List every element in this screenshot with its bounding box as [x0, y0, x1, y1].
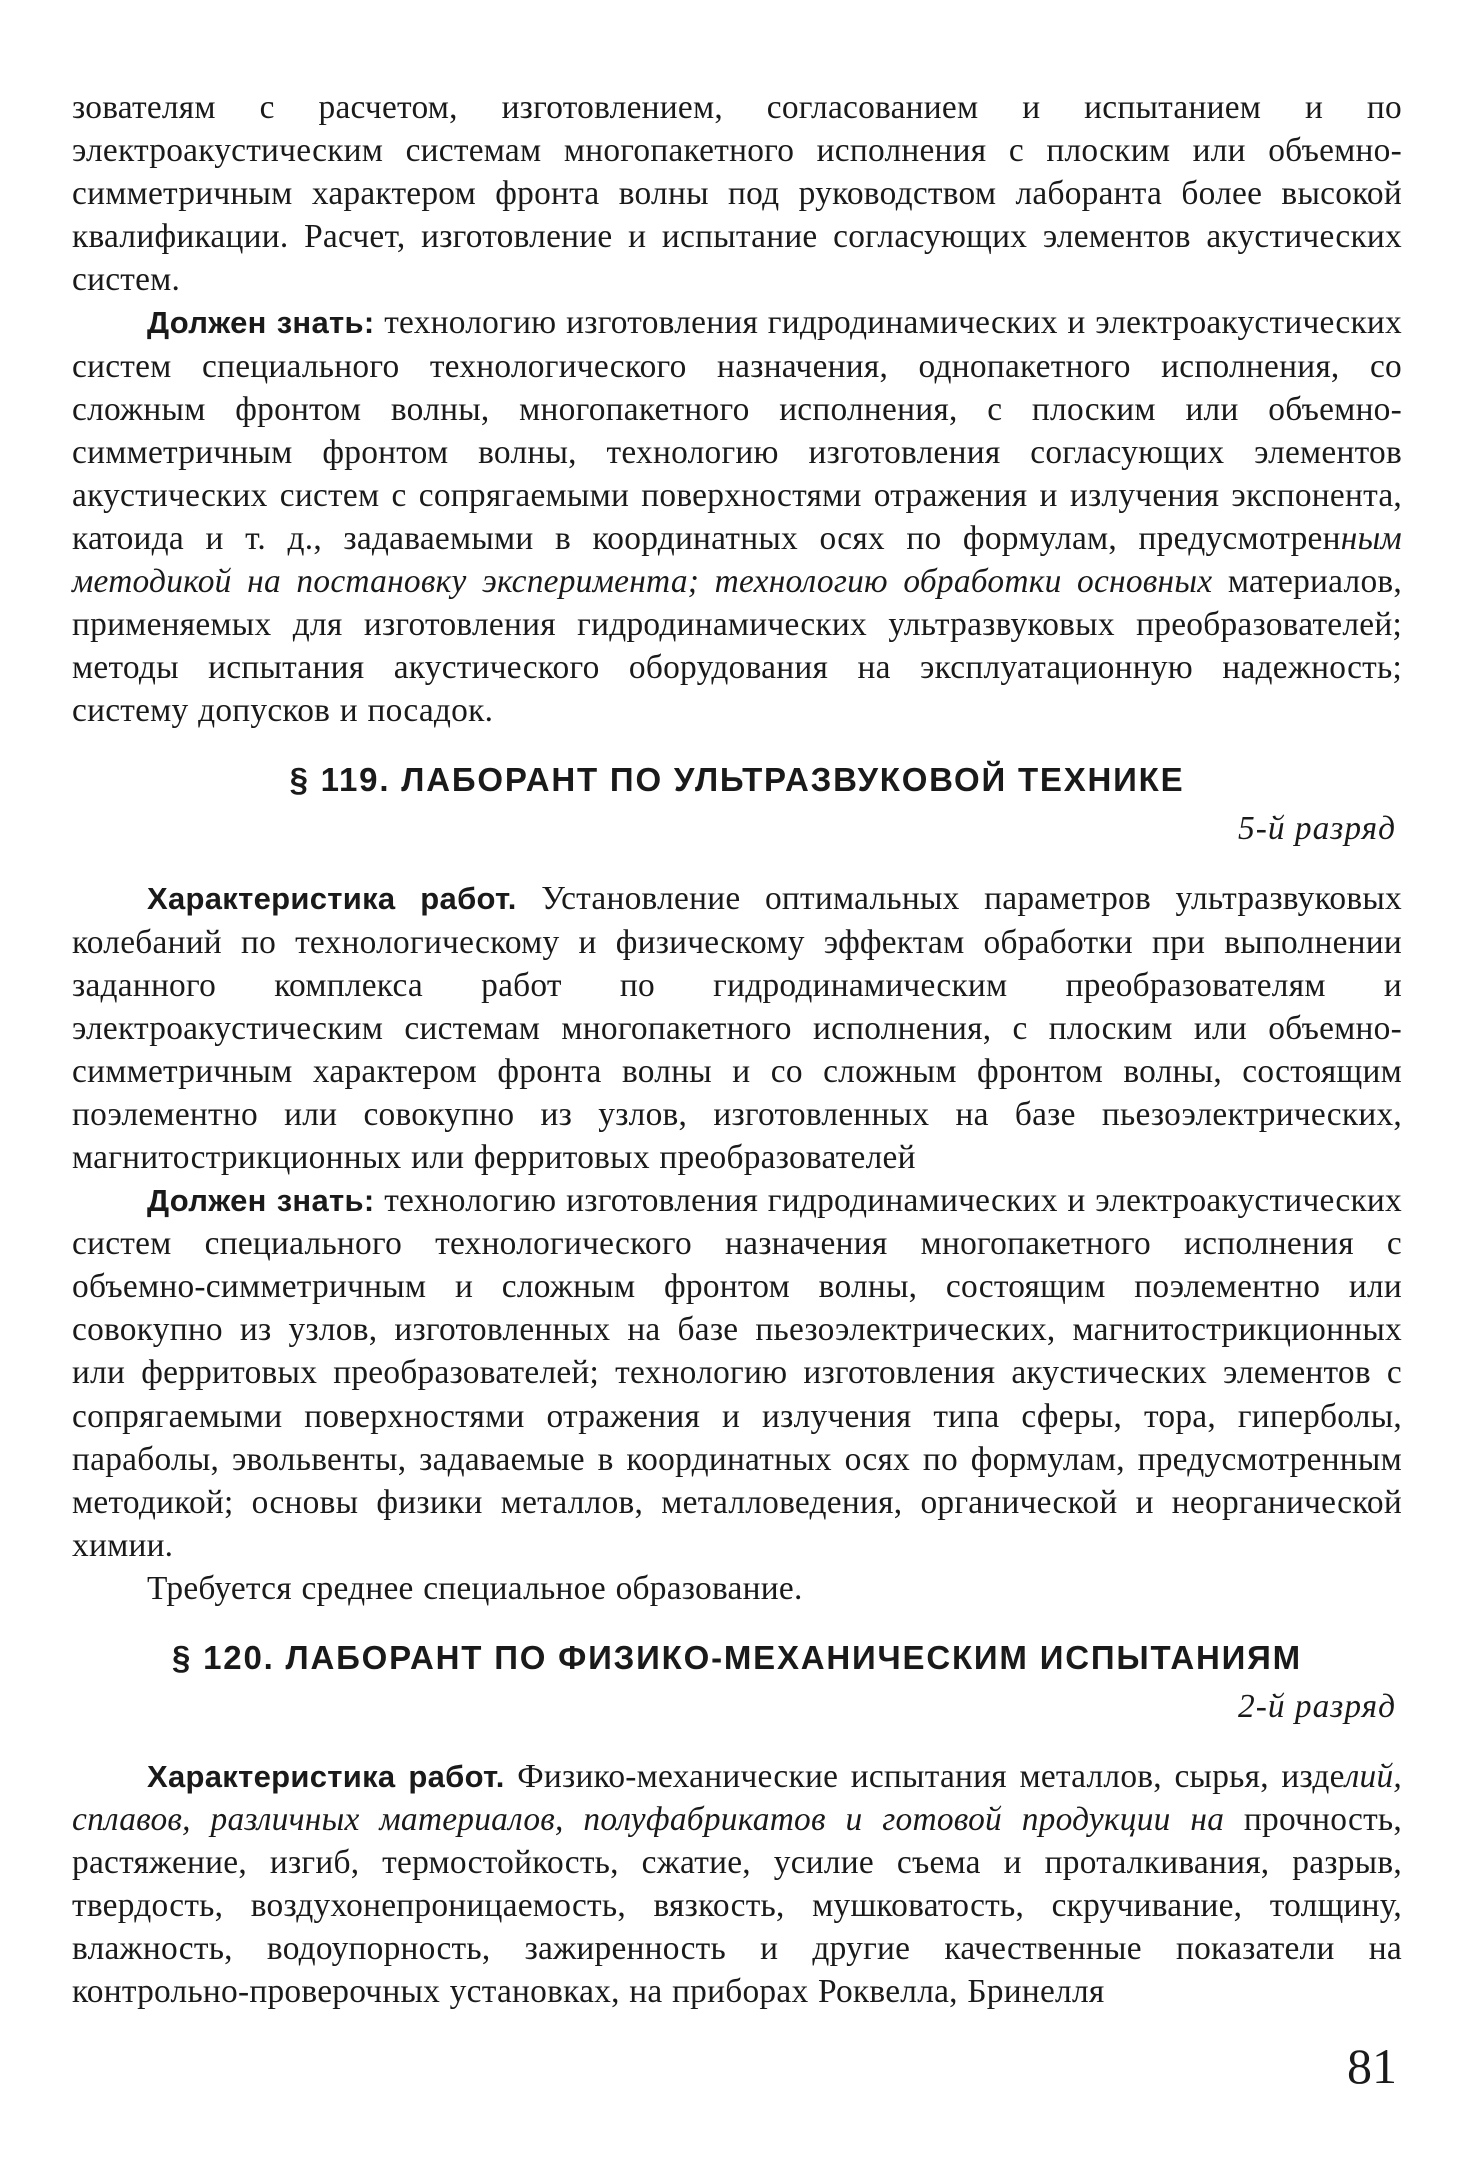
section-119-title: § 119. ЛАБОРАНТ ПО УЛЬТРАЗВУКОВОЙ ТЕХНИКЕ [289, 761, 1185, 799]
page-number: 81 [1347, 2038, 1397, 2094]
must-know-text: технологию изготовления гидродинамических и электроакустических систем специального технологического назначения, однопакетного исполнения, со сложным фронтом волны, многопакетного исполнения, с плоским или объемно-симметричным фронтом волны, технологию изготовления согласующих элементов акустических систем с сопрягаемыми поверхностями отражения и излучения экспонента, катоида и т. д., задаваемыми в координатных осях по формулам, предусмотрен [72, 304, 1402, 557]
characteristic-lead: Характеристика работ. [147, 1759, 505, 1794]
must-know-text-end: материалов, применяемых для изготовления гидродинамических ультразвуковых преобразователей; методы испытания акустического оборудования на эксплуатационную надежность; систему допусков и посадок. [72, 563, 1403, 730]
section-120-characteristic-paragraph [72, 1755, 1402, 2014]
characteristic-lead: Характеристика работ. [147, 881, 517, 917]
must-know-text-italic: ным методикой на постановку эксперимента; технологию обработки основных [72, 519, 1402, 601]
characteristic-text-italic: лий, сплавов, различных материалов, полуфабрикатов и готовой продукции на [72, 1758, 1402, 1839]
must-know-lead: Должен знать: [147, 1183, 375, 1219]
section-119-must-know-paragraph [72, 1179, 1402, 1567]
continuation-must-know-paragraph [72, 301, 1402, 732]
continuation-text: зователям с расчетом, изготовлением, согласованием и испытанием и по электроакустическим системам многопакетного исполнения с плоским или объемно-симметричным характером фронта волны под руководством лаборанта более высокой квалификации. Расчет, изготовление и испытание согласующих элементов акустических систем. [72, 89, 1402, 299]
continuation-paragraph [72, 86, 1402, 301]
section-120-rank: 2-й разряд [1238, 1688, 1396, 1725]
section-119-rank: 5-й разряд [1238, 810, 1396, 848]
section-119-education-paragraph [72, 1567, 1402, 1610]
characteristic-text: Физико-механические испытания металлов, сырья, изде [504, 1758, 1345, 1795]
document-page [72, 86, 1402, 2014]
characteristic-text: Установление оптимальных параметров ультразвуковых колебаний по технологическому и физическому эффектам обработки при выполнении заданного комплекса работ по гидродинамическим преобразователям и электроакустическим системам многопакетного исполнения, с плоским или объемно-симметричным характером фронта волны и со сложным фронтом волны, состоящим поэлементно или совокупно из узлов, изготовленных на базе пьезоэлектрических, магнитострикционных или ферритовых преобразователей [72, 880, 1402, 1176]
must-know-text: технологию изготовления гидродинамических и электроакустических систем специального технологического назначения многопакетного исполнения с объемно-симметричным и сложным фронтом волны, состоящим поэлементно или совокупно из узлов, изготовленных на базе пьезоэлектрических, магнитострикционных или ферритовых преобразователей; технологию изготовления акустических элементов с сопрягаемыми поверхностями отражения и излучения типа сферы, тора, гиперболы, параболы, эвольвенты, задаваемые в координатных осях по формулам, предусмотренным методикой; основы физики металлов, металловедения, органической и неорганической химии. [72, 1182, 1402, 1564]
section-119-characteristic-paragraph [72, 877, 1402, 1179]
must-know-lead: Должен знать: [147, 305, 375, 341]
education-text: Требуется среднее специальное образование. [147, 1569, 803, 1607]
characteristic-text-end: прочность, растяжение, изгиб, термостойкость, сжатие, усилие съема и проталкивания, разрыв, твердость, воздухонепроницаемость, вязкость, мушковатость, скручивание, толщину, влажность, водоупорность, зажиренность и другие качественные показатели на контрольно-проверочных установках, на приборах Роквелла, Бринелля [72, 1801, 1402, 2011]
section-120-title: § 120. ЛАБОРАНТ ПО ФИЗИКО-МЕХАНИЧЕСКИМ ИСПЫТАНИЯМ [172, 1639, 1302, 1676]
